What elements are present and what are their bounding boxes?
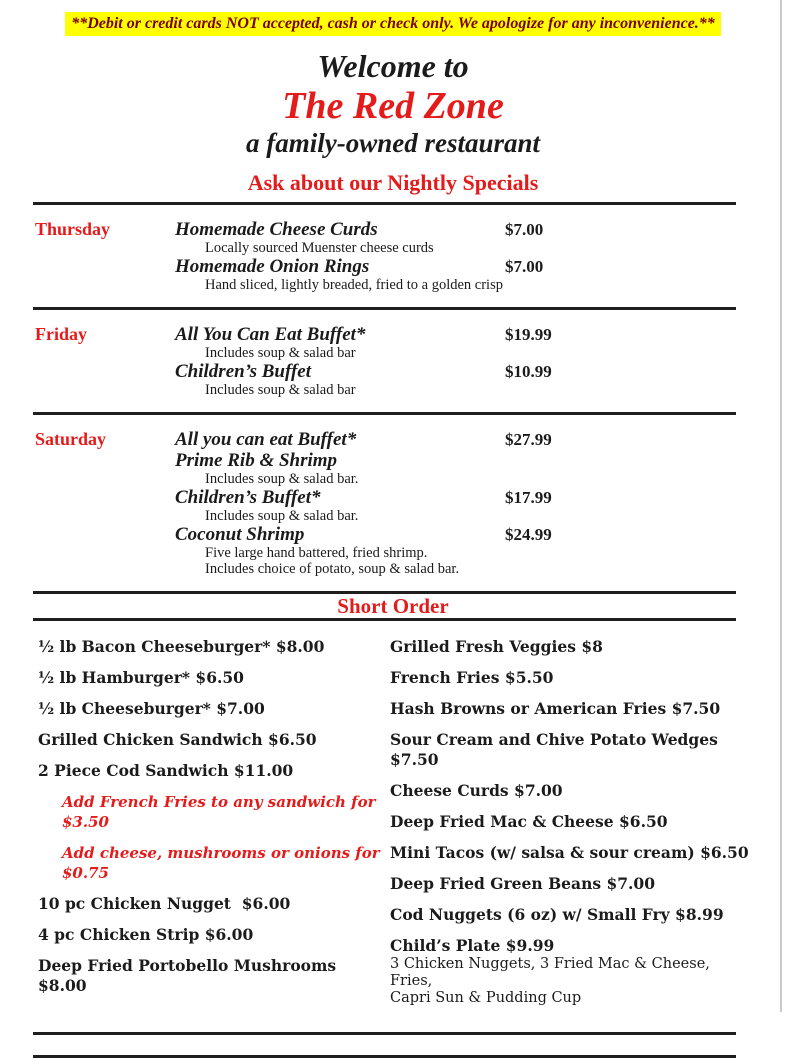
item-description: Locally sourced Muenster cheese curds bbox=[205, 240, 434, 256]
payment-notice-banner: **Debit or credit cards NOT accepted, cash or check only. We apologize for any inconvenience.** bbox=[65, 12, 721, 36]
item-description: Includes soup & salad bar bbox=[205, 382, 356, 398]
specials-section-thursday bbox=[35, 205, 786, 307]
specials-item bbox=[175, 256, 786, 293]
short-order-item-detail: Capri Sun & Pudding Cup bbox=[390, 990, 582, 1006]
short-order-note: Add French Fries to any sandwich for $3.50 bbox=[62, 793, 381, 831]
item-price: $19.99 bbox=[505, 325, 552, 344]
item-name: All You Can Eat Buffet* bbox=[175, 324, 366, 345]
specials-section-saturday bbox=[35, 415, 786, 591]
specials-item-line bbox=[175, 524, 786, 545]
specials-item bbox=[175, 361, 786, 398]
specials-item bbox=[175, 219, 786, 256]
item-price: $7.00 bbox=[505, 257, 544, 276]
item-name: Homemade Onion Rings bbox=[175, 256, 370, 277]
specials-item-line bbox=[175, 256, 786, 277]
horizontal-rule bbox=[33, 1032, 736, 1035]
short-order-item: ½ lb Bacon Cheeseburger* $8.00 bbox=[38, 637, 325, 656]
item-price: $7.00 bbox=[505, 220, 544, 239]
specials-item bbox=[175, 487, 786, 524]
short-order-item: 2 Piece Cod Sandwich $11.00 bbox=[38, 761, 294, 780]
short-order-item: Deep Fried Mac & Cheese $6.50 bbox=[390, 812, 668, 831]
short-order-item: ½ lb Hamburger* $6.50 bbox=[38, 668, 244, 687]
item-description: Includes soup & salad bar. bbox=[205, 508, 359, 524]
short-order-item: Deep Fried Green Beans $7.00 bbox=[390, 874, 656, 893]
specials-items bbox=[175, 324, 786, 398]
specials-item-line bbox=[175, 219, 786, 240]
day-label: Saturday bbox=[35, 429, 107, 449]
short-order-item: Hash Browns or American Fries $7.50 bbox=[390, 699, 721, 718]
short-order-right-column bbox=[390, 637, 750, 1018]
page-edge-line bbox=[780, 0, 782, 1012]
item-description: Five large hand battered, fried shrimp. bbox=[205, 545, 428, 561]
item-description: Includes choice of potato, soup & salad bar. bbox=[205, 561, 460, 577]
short-order-left-column bbox=[38, 637, 390, 1018]
short-order-item: 4 pc Chicken Strip $6.00 bbox=[38, 925, 254, 944]
short-order-item: French Fries $5.50 bbox=[390, 668, 554, 687]
restaurant-subtitle: a family-owned restaurant bbox=[245, 128, 541, 158]
nightly-specials-heading: Ask about our Nightly Specials bbox=[247, 170, 539, 195]
short-order-item: Mini Tacos (w/ salsa & sour cream) $6.50 bbox=[390, 843, 749, 862]
short-order-item: Deep Fried Portobello Mushrooms $8.00 bbox=[38, 956, 342, 995]
day-label: Friday bbox=[35, 324, 87, 344]
item-name-second-line: Prime Rib & Shrimp bbox=[175, 450, 338, 471]
day-label: Thursday bbox=[35, 219, 111, 239]
specials-item-line bbox=[175, 487, 786, 508]
item-name: All you can eat Buffet* bbox=[175, 429, 357, 450]
bottom-rules bbox=[0, 1032, 786, 1058]
item-price: $24.99 bbox=[505, 525, 552, 544]
short-order-item: Sour Cream and Chive Potato Wedges $7.50 bbox=[390, 730, 724, 769]
specials-item-line bbox=[175, 429, 786, 450]
short-order-item: Grilled Chicken Sandwich $6.50 bbox=[38, 730, 317, 749]
specials-items bbox=[175, 429, 786, 577]
item-name: Children’s Buffet* bbox=[175, 487, 321, 508]
item-price: $17.99 bbox=[505, 488, 552, 507]
short-order-columns bbox=[38, 621, 786, 1018]
short-order-item: 10 pc Chicken Nugget $6.00 bbox=[38, 894, 291, 913]
specials-item-line bbox=[175, 361, 786, 382]
specials-item bbox=[175, 524, 786, 577]
item-price: $10.99 bbox=[505, 362, 552, 381]
specials-item bbox=[175, 429, 786, 487]
short-order-item: Grilled Fresh Veggies $8 bbox=[390, 637, 603, 656]
item-description: Includes soup & salad bar. bbox=[205, 471, 359, 487]
short-order-note: Add cheese, mushrooms or onions for $0.75 bbox=[62, 844, 385, 882]
short-order-item: Cod Nuggets (6 oz) w/ Small Fry $8.99 bbox=[390, 905, 724, 924]
short-order-item: Child’s Plate $9.99 3 Chicken Nuggets, 3 Fried Mac & Cheese, Fries, Capri Sun & Pudding Cup bbox=[390, 936, 750, 1007]
specials-item-line bbox=[175, 324, 786, 345]
restaurant-title: The Red Zone bbox=[282, 85, 504, 127]
welcome-heading: Welcome to bbox=[317, 48, 469, 84]
banner-row bbox=[0, 0, 786, 36]
short-order-heading: Short Order bbox=[337, 594, 449, 618]
nightly-specials bbox=[0, 205, 786, 591]
item-description: Hand sliced, lightly breaded, fried to a golden crisp bbox=[205, 277, 503, 293]
short-order-item: Cheese Curds $7.00 bbox=[390, 781, 563, 800]
specials-item bbox=[175, 324, 786, 361]
item-name: Homemade Cheese Curds bbox=[175, 219, 378, 240]
item-description: Includes soup & salad bar bbox=[205, 345, 356, 361]
specials-section-friday bbox=[35, 310, 786, 412]
item-name: Coconut Shrimp bbox=[175, 524, 305, 545]
short-order-item: ½ lb Cheeseburger* $7.00 bbox=[38, 699, 265, 718]
specials-items bbox=[175, 219, 786, 293]
short-order-item-detail: 3 Chicken Nuggets, 3 Fried Mac & Cheese, Fries, bbox=[390, 956, 715, 989]
item-name: Children’s Buffet bbox=[175, 361, 312, 382]
item-price: $27.99 bbox=[505, 430, 552, 449]
